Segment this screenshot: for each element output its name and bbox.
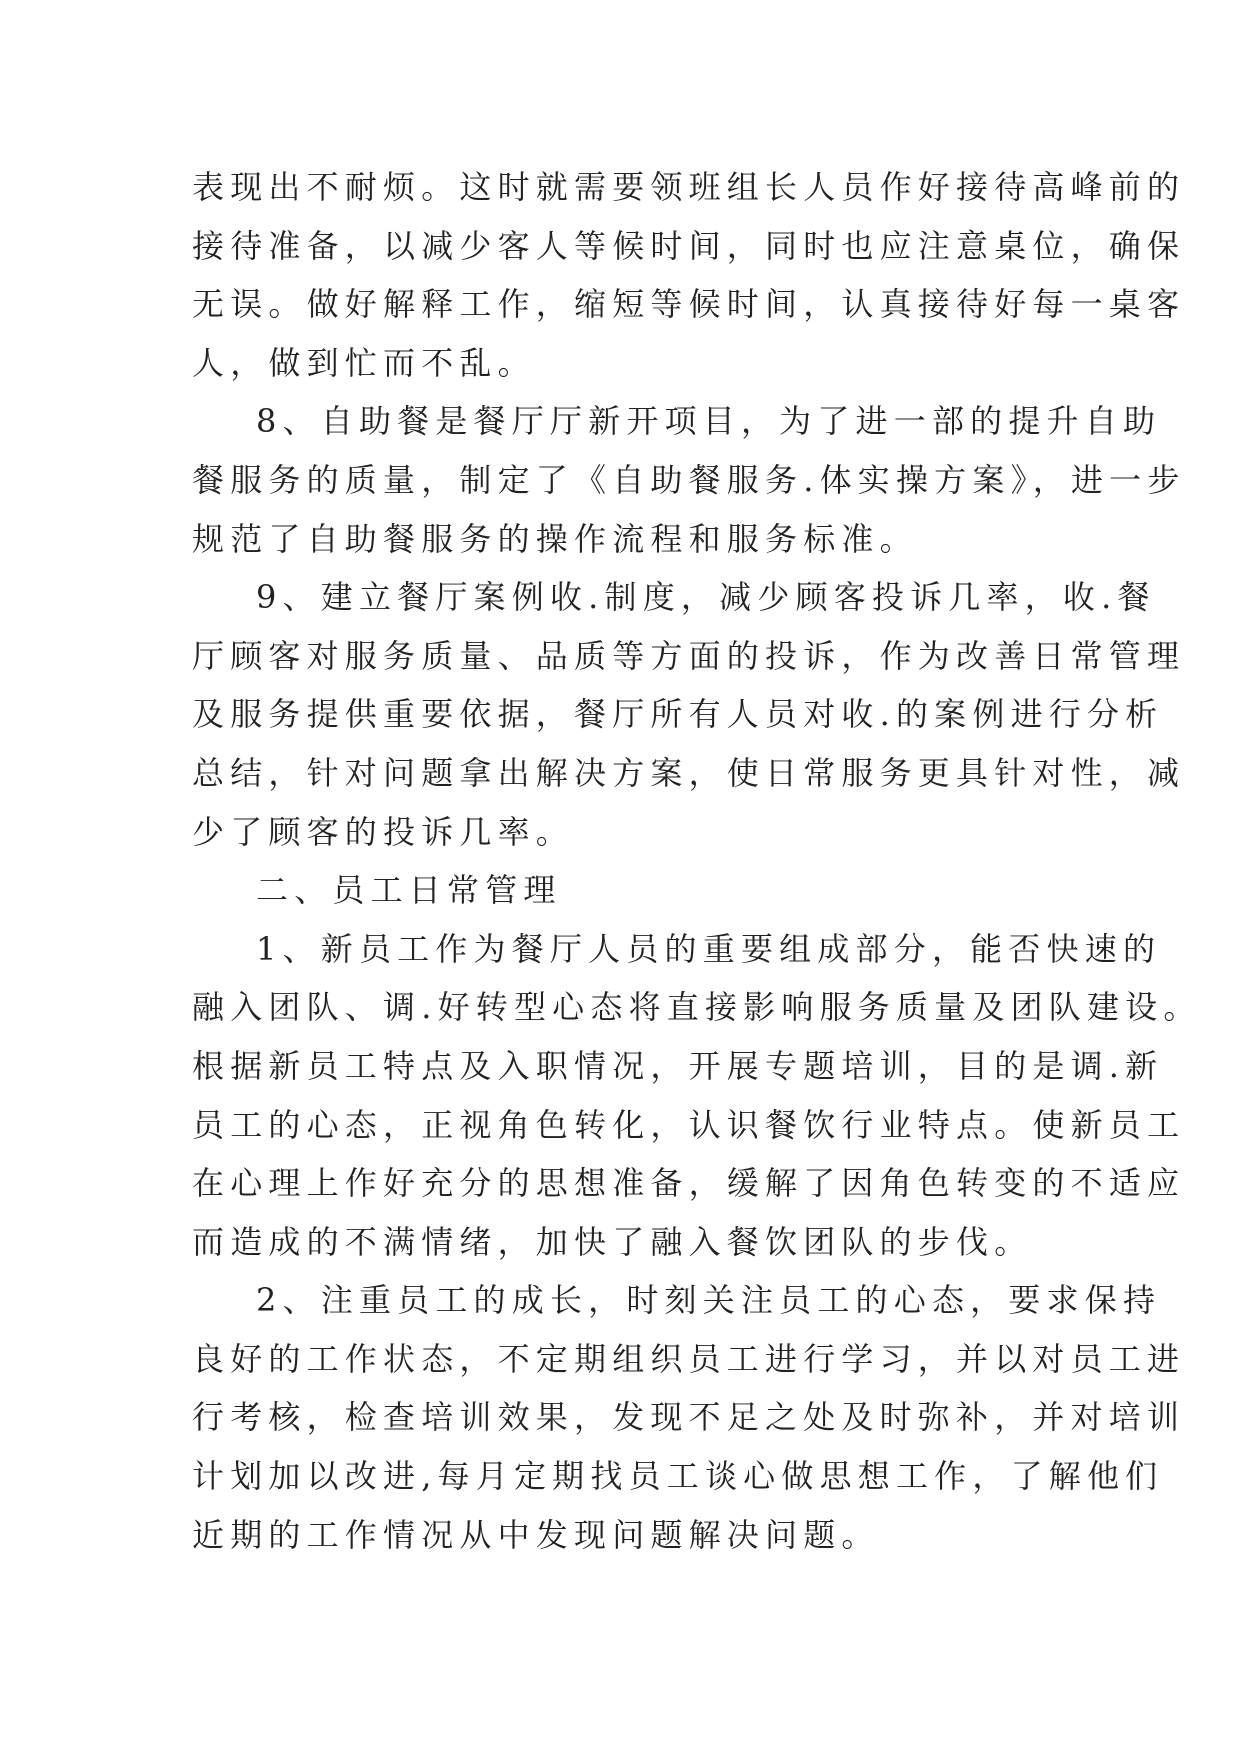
text-line: 及服务提供重要依据，餐厅所有人员对收.的案例进行分析	[192, 695, 1164, 734]
text-line: 1、新员工作为餐厅人员的重要组成部分，能否快速的	[256, 929, 1162, 968]
paragraph-item-2-1	[192, 920, 1202, 1272]
paragraph-item-2-2	[192, 1271, 1186, 1564]
section-heading	[192, 861, 1072, 920]
text-line: 9、建立餐厅案例收.制度，减少顾客投诉几率，收.餐	[256, 578, 1156, 617]
text-line: 近期的工作情况从中发现问题解决问题。	[192, 1515, 880, 1554]
text-line: 表现出不耐烦。这时就需要领班组长人员作好接待高峰前的	[192, 168, 1186, 206]
heading-line: 二、员工日常管理	[256, 871, 562, 910]
text-line: 接待准备，以减少客人等候时间，同时也应注意桌位，确保	[192, 226, 1186, 265]
text-line: 餐服务的质量，制定了《自助餐服务.体实操方案》，进一步	[192, 460, 1186, 499]
text-line: 8、自助餐是餐厅厅新开项目，为了进一部的提升自助	[256, 402, 1162, 441]
text-line: 总结，针对问题拿出解决方案，使日常服务更具针对性，减	[192, 753, 1186, 792]
document-body	[192, 158, 1202, 1564]
text-line: 无误。做好解释工作，缩短等候时间，认真接待好每一桌客	[192, 285, 1186, 324]
text-line: 融入团队、调.好转型心态将直接影响服务质量及团队建设。	[192, 988, 1202, 1027]
paragraph-item-9	[192, 568, 1186, 861]
text-line: 厅顾客对服务质量、品质等方面的投诉，作为改善日常管理	[192, 636, 1186, 675]
text-line: 2、注重员工的成长，时刻关注员工的心态，要求保持	[256, 1281, 1162, 1320]
text-line: 行考核，检查培训效果，发现不足之处及时弥补，并对培训	[192, 1398, 1186, 1437]
text-line: 而造成的不满情绪，加快了融入餐饮团队的步伐。	[192, 1222, 1033, 1261]
text-line: 根据新员工特点及入职情况，开展专题培训，目的是调.新	[192, 1046, 1164, 1085]
text-line: 规范了自助餐服务的操作流程和服务标准。	[192, 519, 918, 558]
paragraph-item-8	[192, 392, 1186, 568]
text-line: 员工的心态，正视角色转化，认识餐饮行业特点。使新员工	[192, 1105, 1186, 1144]
text-line: 计划加以改进,每月定期找员工谈心做思想工作，了解他们	[192, 1457, 1164, 1496]
text-line: 少了顾客的投诉几率。	[192, 812, 575, 851]
text-line: 良好的工作状态，不定期组织员工进行学习，并以对员工进	[192, 1339, 1186, 1378]
text-line: 在心理上作好充分的思想准备，缓解了因角色转变的不适应	[192, 1164, 1186, 1203]
text-line: 人，做到忙而不乱。	[192, 343, 536, 382]
paragraph-continuation	[192, 158, 1186, 392]
